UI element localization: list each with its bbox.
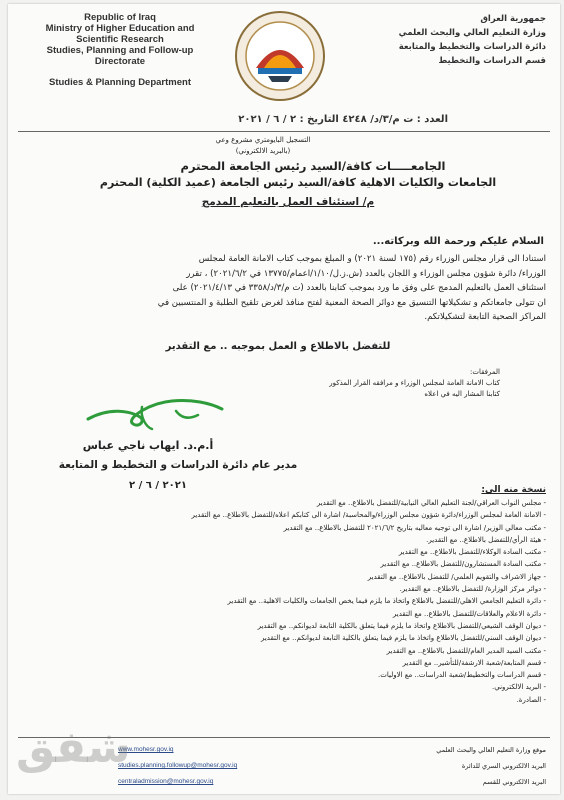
header-en-line: Scientific Research xyxy=(76,34,164,45)
watermark-logo: شفق xyxy=(16,722,131,773)
copies-title: نسخة منه الى: xyxy=(481,485,546,495)
document-page xyxy=(8,4,560,794)
paragraph-line: الوزراء/ دائرة شؤون مجلس الوزراء و اللجان بالعدد (ش.ز.ل/١/١٠/اعمام/١٣٧٧٥ في ٢٠٢١/٦/٢) ، تقرر xyxy=(186,268,546,279)
signer-name: أ.م.د. ايهاب ناجي عباس xyxy=(82,439,214,452)
copies-list xyxy=(66,497,546,706)
header-ar-line: قسم الدراسات والتخطيط xyxy=(438,56,546,66)
pre-lines xyxy=(198,135,328,157)
copy-item: - ديوان الوقف السني/للتفضل بالاطلاع واتخاذ ما يلزم فيما يتعلق بالكلية التابعة لديوانكم.. مع التقدير xyxy=(260,634,546,643)
pre-line: (بالبريد الالكتروني) xyxy=(235,147,291,155)
header-en-line: Directorate xyxy=(94,56,146,67)
arabic-header xyxy=(346,12,546,68)
main-paragraph xyxy=(28,252,546,325)
copy-item: - الامانة العامة لمجلس الوزراء/دائرة شؤون مجلس الوزراء/والمحاسبة/ اشارة الى كتابكم اعلاه/للتفضل بالاطلاع.. مع التقدير xyxy=(191,511,546,520)
greeting: السلام عليكم ورحمة الله وبركاته... xyxy=(372,236,544,247)
attachments-title: المرفقات: xyxy=(470,368,500,376)
paragraph-line: استنادا الى قرار مجلس الوزراء رقم (١٧٥ لسنة ٢٠٢١) و المبلغ بموجب كتاب الامانة العامة لمجلس xyxy=(198,254,546,264)
header-ar-line: دائرة الدراسات والتخطيط والمتابعة xyxy=(398,42,546,52)
copy-item: - البريد الالكتروني. xyxy=(492,683,546,692)
handwritten-signature xyxy=(80,389,230,437)
copy-item: - مكتب السادة المستشارون/للتفضل بالاطلاع.. مع التقدير xyxy=(380,560,546,569)
ministry-seal-logo xyxy=(234,10,326,102)
attachments xyxy=(200,367,500,400)
copy-item: - مكتب السيد المدير العام/للتفضل بالاطلاع.. مع التقدير xyxy=(386,646,546,655)
footer-ar-line: البريد الالكتروني السري للدائرة xyxy=(461,762,546,770)
copy-item: - دوائر مركز الوزارة/ للتفضل بالاطلاع.. مع التقدير. xyxy=(399,585,546,594)
footer-email-link[interactable]: centraladmission@mohesr.gov.iq xyxy=(118,778,214,785)
paragraph-line: المراكز الصحية التابعة لتشكيلاتكم. xyxy=(424,312,546,322)
reference-line: العدد : ت م/٣/د/ ٤٢٤٨ التاريخ : ٢ / ٦ / ٢٠٢١ xyxy=(238,114,448,125)
signature-date: ٢٠٢١ / ٦ / ٢ xyxy=(129,480,187,491)
paragraph-line: استئناف العمل بالتعليم المدمج على وفق ما ورد بموجب كتابنا بالعدد (ت م/٣/د/٣٣٥٨ في ٢٠٢١/٤/١٣) على xyxy=(172,283,546,293)
header-ar-line: جمهورية العراق xyxy=(480,14,546,24)
copy-item: - دائرة الاعلام والعلاقات/للتفضل بالاطلاع.. مع التقدير xyxy=(392,609,546,618)
copy-item: - جهاز الاشراف والتقويم العلمي/ للتفضل بالاطلاع.. مع التقدير xyxy=(367,572,546,581)
copy-item: - مكتب السادة الوكلاء/للتفضل بالاطلاع.. مع التقدير xyxy=(398,548,546,557)
footer-ar-line: موقع وزارة التعليم العالي والبحث العلمي xyxy=(436,746,546,754)
attachment-item: كتاب الامانة العامة لمجلس الوزراء و مرافقه القرار المذكور xyxy=(329,379,500,387)
footer-email-link[interactable]: www.mohesr.gov.iq xyxy=(118,746,174,753)
english-header xyxy=(20,12,220,88)
copy-item: - قسم الدراسات والتخطيط/شعبة الدراسات.. مع الاوليات. xyxy=(378,671,546,680)
copy-item: - دائرة التعليم الجامعي الاهلي/للتفضل بالاطلاع واتخاذ ما يلزم فيما يخص الجامعات والكليات الاهلية.. مع التقدير xyxy=(227,597,546,606)
copy-item: - الصادرة. xyxy=(516,695,546,704)
attachment-item: كتابنا المشار اليه في اعلاه xyxy=(424,390,500,398)
header-en-dept: Studies & Planning Department xyxy=(49,77,191,88)
footer-emails xyxy=(118,744,318,788)
copy-item: - مجلس النواب العراقي/لجنة التعليم العالي النيابية/للتفضل بالاطلاع.. مع التقدير xyxy=(316,499,546,507)
copy-item: - مكتب معالي الوزير/ اشارة الى توجيه معاليه بتاريخ ٢٠٢١/٦/٢ للتفضل بالاطلاع.. مع التقدير xyxy=(283,523,546,532)
signer-title: مدير عام دائرة الدراسات و التخطيط و المتابعة xyxy=(58,459,298,471)
footer-ar-line: البريد الالكتروني للقسم xyxy=(482,778,546,786)
header-divider xyxy=(18,131,550,132)
copy-item: - ديوان الوقف الشيعي/للتفضل بالاطلاع واتخاذ ما يلزم فيما يتعلق بالكلية التابعة لديوانكم.. مع التقدير xyxy=(257,621,546,630)
paragraph-line: ان تتولى جامعاتكم و تشكيلاتها التنسيق مع دوائر الصحة المعنية لفتح منافذ لغرض تلقيح الطلبة و المنتسبين في xyxy=(157,297,546,308)
header-en-line: Studies, Planning and Follow-up xyxy=(46,45,194,56)
copy-item: - هيئة الرأي/للتفضل بالاطلاع.. مع التقدير. xyxy=(426,535,546,544)
addressee-1: الجامعـــــات كافة/السيد رئيس الجامعة المحترم xyxy=(180,159,446,173)
header-en-line: Republic of Iraq xyxy=(84,12,156,23)
subject-line: م/ استئناف العمل بالتعليم المدمج xyxy=(201,196,375,208)
header-en-line: Ministry of Higher Education and xyxy=(45,23,195,34)
footer-arabic xyxy=(346,744,546,788)
header-ar-line: وزارة التعليم العالي والبحث العلمي xyxy=(398,28,546,38)
addressee-2: الجامعات والكليات الاهلية كافة/السيد رئيس الجامعة (عميد الكلية) المحترم xyxy=(99,176,497,189)
footer-email-link[interactable]: studies.planning.followup@mohesr.gov.iq xyxy=(118,762,238,769)
copy-item: - قسم المتابعة/شعبة الارشفة/للتأشير.. مع التقدير xyxy=(402,658,546,667)
closing-line: للتفضل بالاطلاع و العمل بموجبه .. مع التقدير xyxy=(165,341,391,352)
pre-line: التسجيل البايومتري مشروع وعي xyxy=(215,136,311,144)
